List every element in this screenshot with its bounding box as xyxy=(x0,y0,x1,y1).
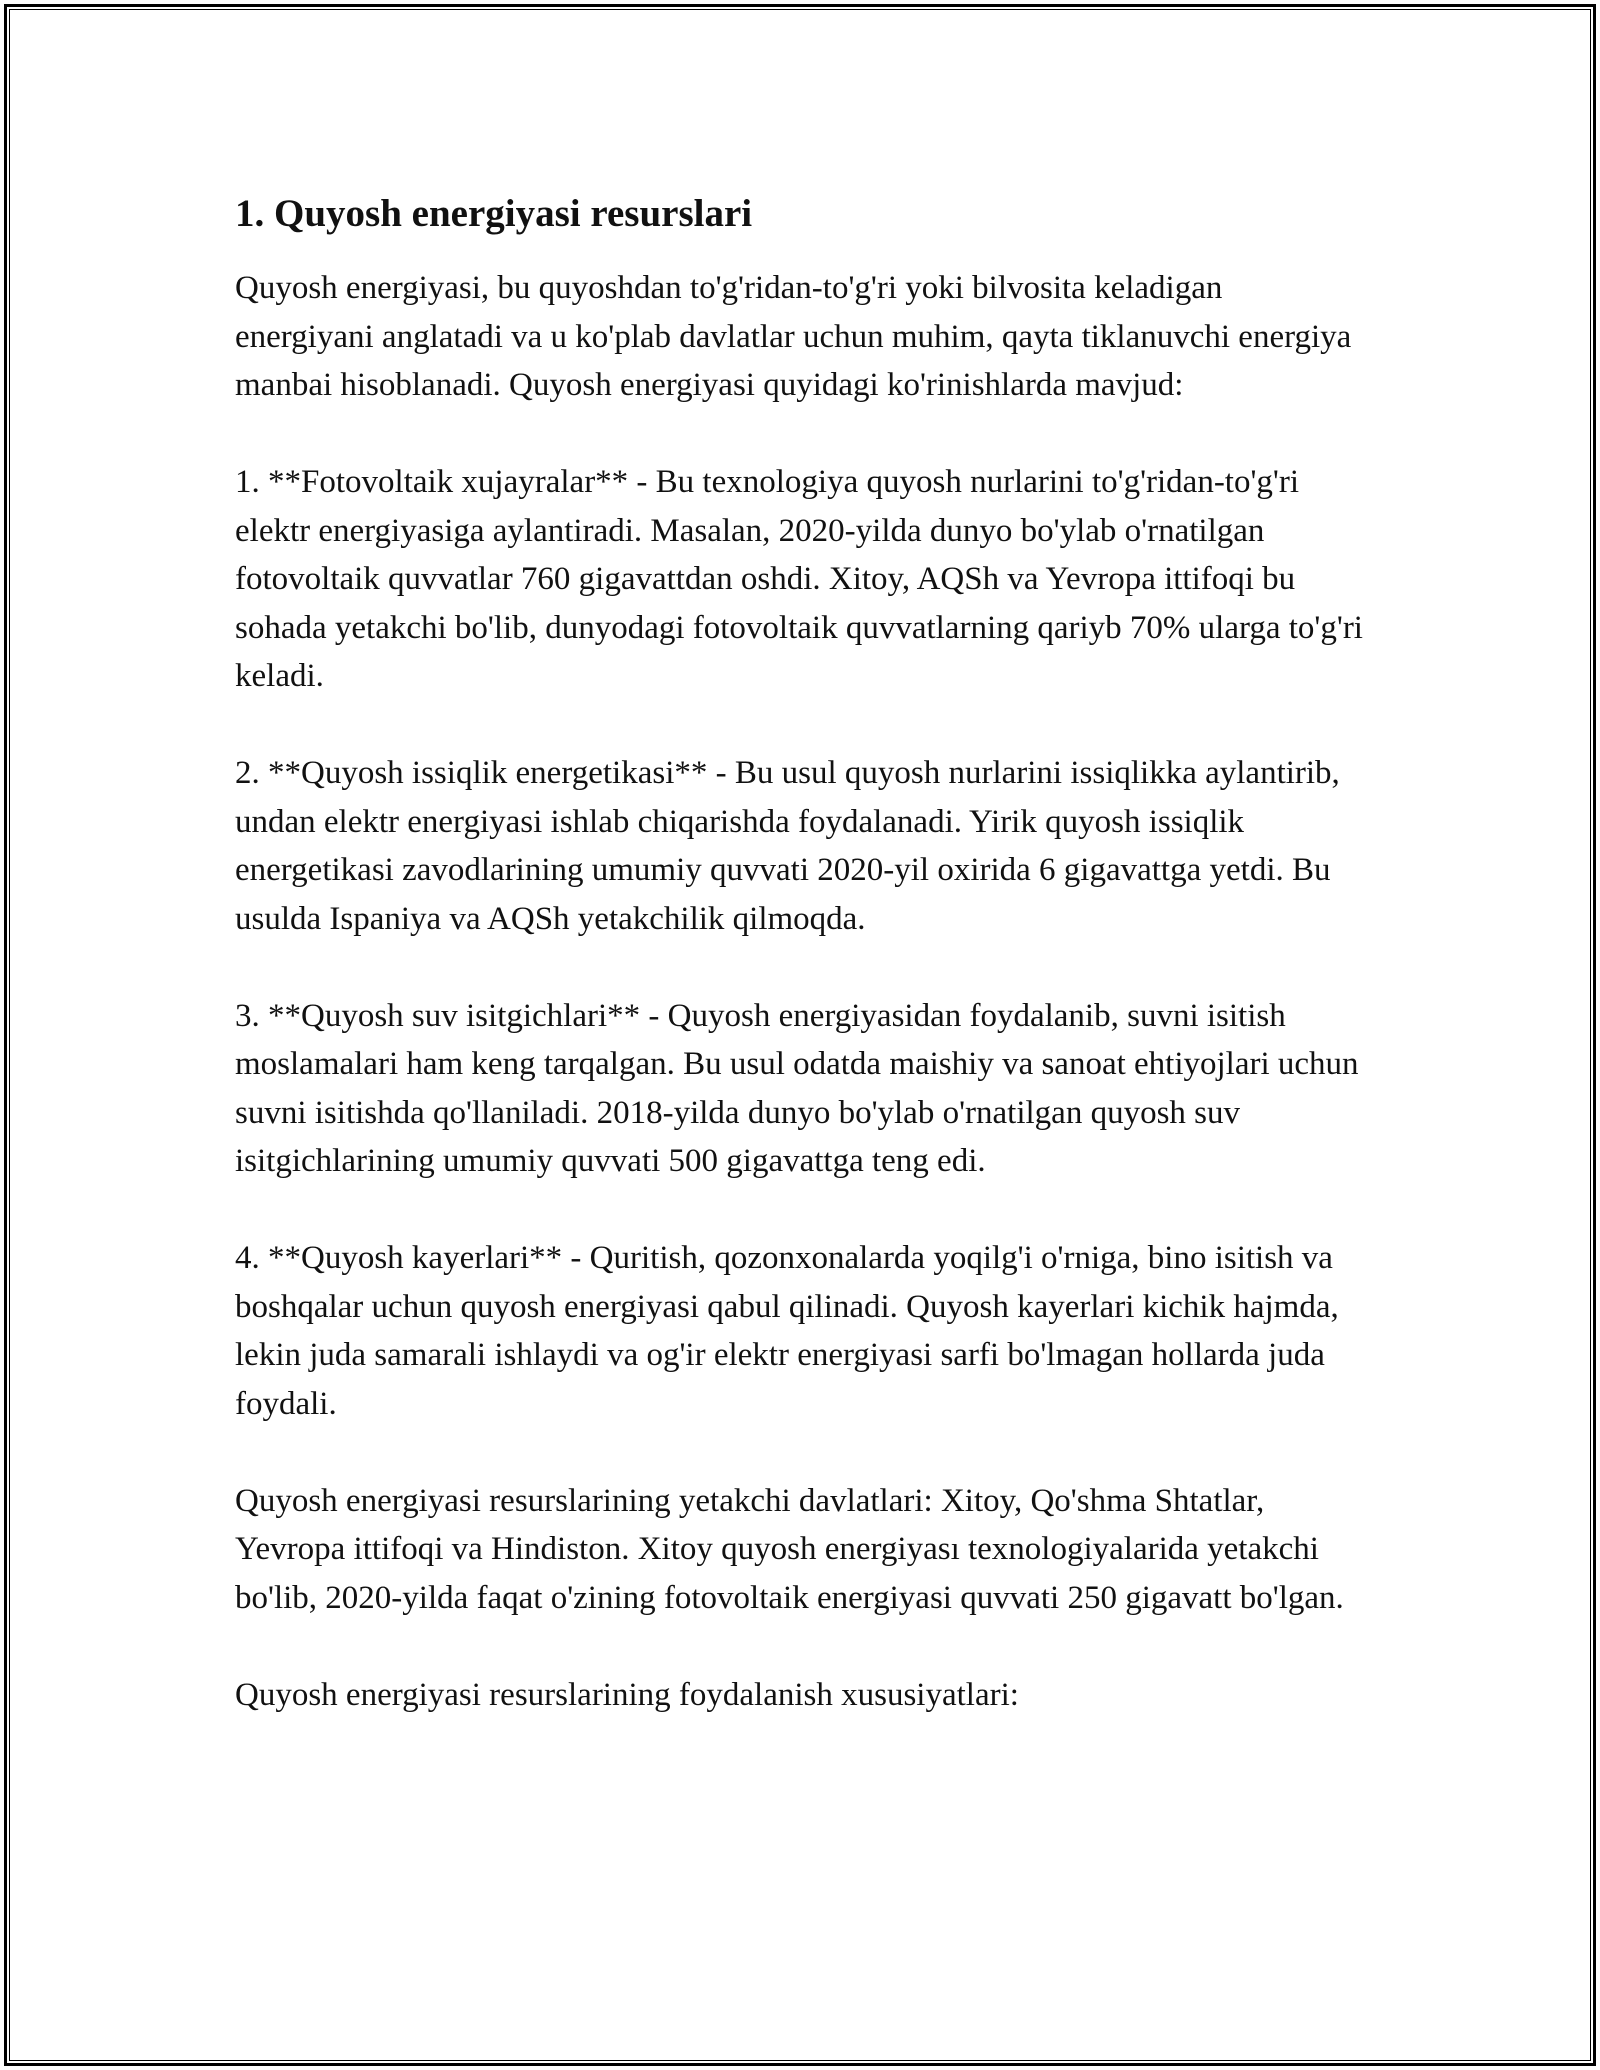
section-heading: 1. Quyosh energiyasi resurslari xyxy=(235,192,753,235)
paragraph-water-heaters: 3. **Quyosh suv isitgichlari** - Quyosh energiyasidan foydalanib, suvni isitish moslamalari ham keng tarqalgan. Bu usul odatda maishiy va sanoat ehtiyojlari uchun suvni isitishda qo'llaniladi. 2018-yilda dunyo bo'ylab o'rnatilgan quyosh suv isitgichlarining umumiy quvvati 500 gigavattga teng edi. xyxy=(235,997,1359,1179)
paragraph-solar-collectors: 4. **Quyosh kayerlari** - Quritish, qozonxonalarda yoqilg'i o'rniga, bino isitish va boshqalar uchun quyosh energiyasi qabul qilinadi. Quyosh kayerlari kichik hajmda, lekin juda samarali ishlaydi va og'ir elektr energiyasi sarfi bo'lmagan hollarda juda foydali. xyxy=(235,1240,1339,1422)
paragraph-photovoltaic: 1. **Fotovoltaik xujayralar** - Bu texnologiya quyosh nurlarini to'g'ridan-to'g'ri elektr energiyasiga aylantiradi. Masalan, 2020-yilda dunyo bo'ylab o'rnatilgan fotovoltaik quvvatlar 760 gigavattdan oshdi. Xitoy, AQSh va Yevropa ittifoqi bu sohada yetakchi bo'lib, dunyodagi fotovoltaik quvvatlarning qariyb 70% ularga to'g'ri keladi. xyxy=(235,464,1363,694)
intro-paragraph: Quyosh energiyasi, bu quyoshdan to'g'ridan-to'g'ri yoki bilvosita keladigan energiyani anglatadi va u ko'plab davlatlar uchun muhim, qayta tiklanuvchi energiya manbai hisoblanadi. Quyosh energiyasi quyidagi ko'rinishlarda mavjud: xyxy=(235,270,1352,403)
paragraph-usage-features: Quyosh energiyasi resurslarining foydalanish xususiyatlari: xyxy=(235,1676,1019,1713)
paragraph-solar-thermal: 2. **Quyosh issiqlik energetikasi** - Bu usul quyosh nurlarini issiqlikka aylantirib, undan elektr energiyasi ishlab chiqarishda foydalanadi. Yirik quyosh issiqlik energetikasi zavodlarining umumiy quvvati 2020-yil oxirida 6 gigavattga yetdi. Bu usulda Ispaniya va AQSh yetakchilik qilmoqda. xyxy=(235,755,1340,937)
document-body xyxy=(235,182,1365,1768)
paragraph-leading-countries: Quyosh energiyasi resurslarining yetakchi davlatlari: Xitoy, Qo'shma Shtatlar, Yevropa ittifoqi va Hindiston. Xitoy quyosh energiyası texnologiyalarida yetakchi bo'lib, 2020-yilda faqat o'zining fotovoltaik energiyasi quvvati 250 gigavatt bo'lgan. xyxy=(235,1482,1344,1616)
